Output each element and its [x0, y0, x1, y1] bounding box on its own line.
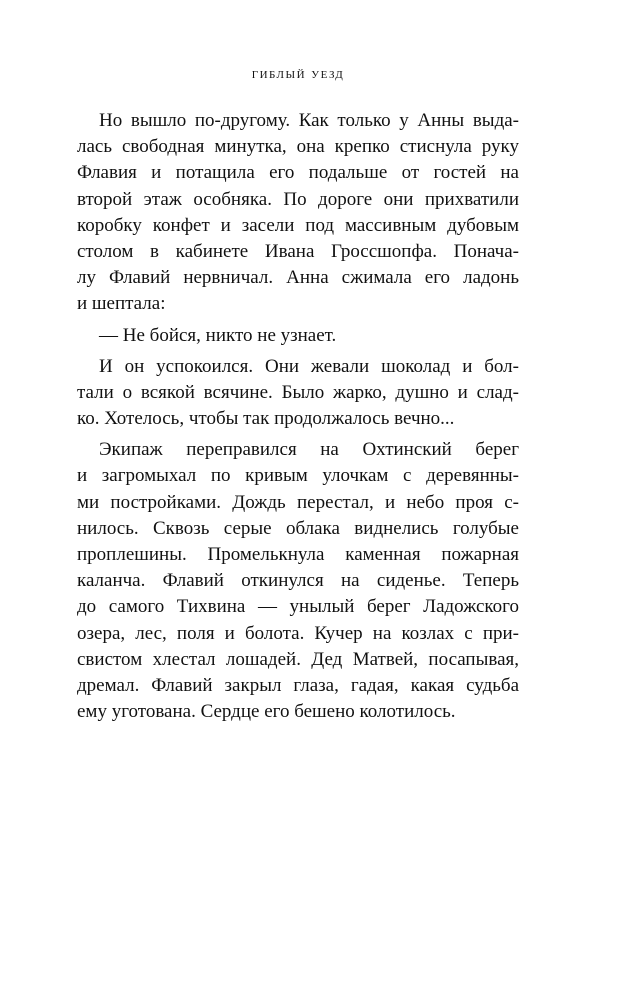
- text-line: И он успокоился. Они жевали шоколад и бол-: [99, 355, 519, 377]
- text-line: тали о всякой всячине. Было жарко, душно и слад-: [77, 381, 519, 403]
- text-line: до самого Тихвина — унылый берег Ладожского: [77, 596, 519, 618]
- text-line: Экипаж переправился на Охтинский берег: [99, 439, 519, 461]
- text-line: дремал. Флавий закрыл глаза, гадая, какая судьба: [77, 674, 519, 696]
- paragraph: [77, 354, 519, 433]
- text-line: и загромыхал по кривым улочкам с деревянны-: [77, 465, 519, 487]
- text-line: лу Флавий нервничал. Анна сжимала его ладонь: [77, 267, 519, 289]
- text-line: свистом хлестал лошадей. Дед Матвей, посапывая,: [77, 648, 519, 670]
- text-line: и шептала:: [77, 293, 166, 315]
- text-line: каланча. Флавий откинулся на сиденье. Теперь: [77, 570, 519, 592]
- text-line: ми постройками. Дождь перестал, и небо проя с-: [77, 491, 519, 513]
- paragraph: [77, 437, 519, 725]
- paragraph: [77, 108, 519, 318]
- text-line: нилось. Сквозь серые облака виднелись голубые: [77, 517, 519, 539]
- text-line: — Не бойся, никто не узнает.: [99, 324, 337, 346]
- text-line: ко. Хотелось, чтобы так продолжалось вечно...: [77, 408, 455, 430]
- text-line: столом в кабинете Ивана Гроссшопфа. Понача-: [77, 240, 519, 262]
- text-line: коробку конфет и засели под массивным дубовым: [77, 214, 519, 236]
- text-line: проплешины. Промелькнула каменная пожарная: [77, 544, 519, 565]
- paragraph: [77, 323, 519, 349]
- text-line: Но вышло по-другому. Как только у Анны выда-: [99, 110, 519, 131]
- text-line: Флавия и потащила его подальше от гостей на: [77, 162, 519, 184]
- body-text: [77, 108, 519, 725]
- text-line: лась свободная минутка, она крепко стиснула руку: [77, 136, 519, 158]
- text-line: озера, лес, поля и болота. Кучер на козлах с при-: [77, 622, 519, 644]
- text-line: ему уготована. Сердце его бешено колотилось.: [77, 701, 456, 723]
- text-line: второй этаж особняка. По дороге они прихватили: [77, 188, 519, 210]
- running-head: гиблый уезд: [251, 66, 345, 82]
